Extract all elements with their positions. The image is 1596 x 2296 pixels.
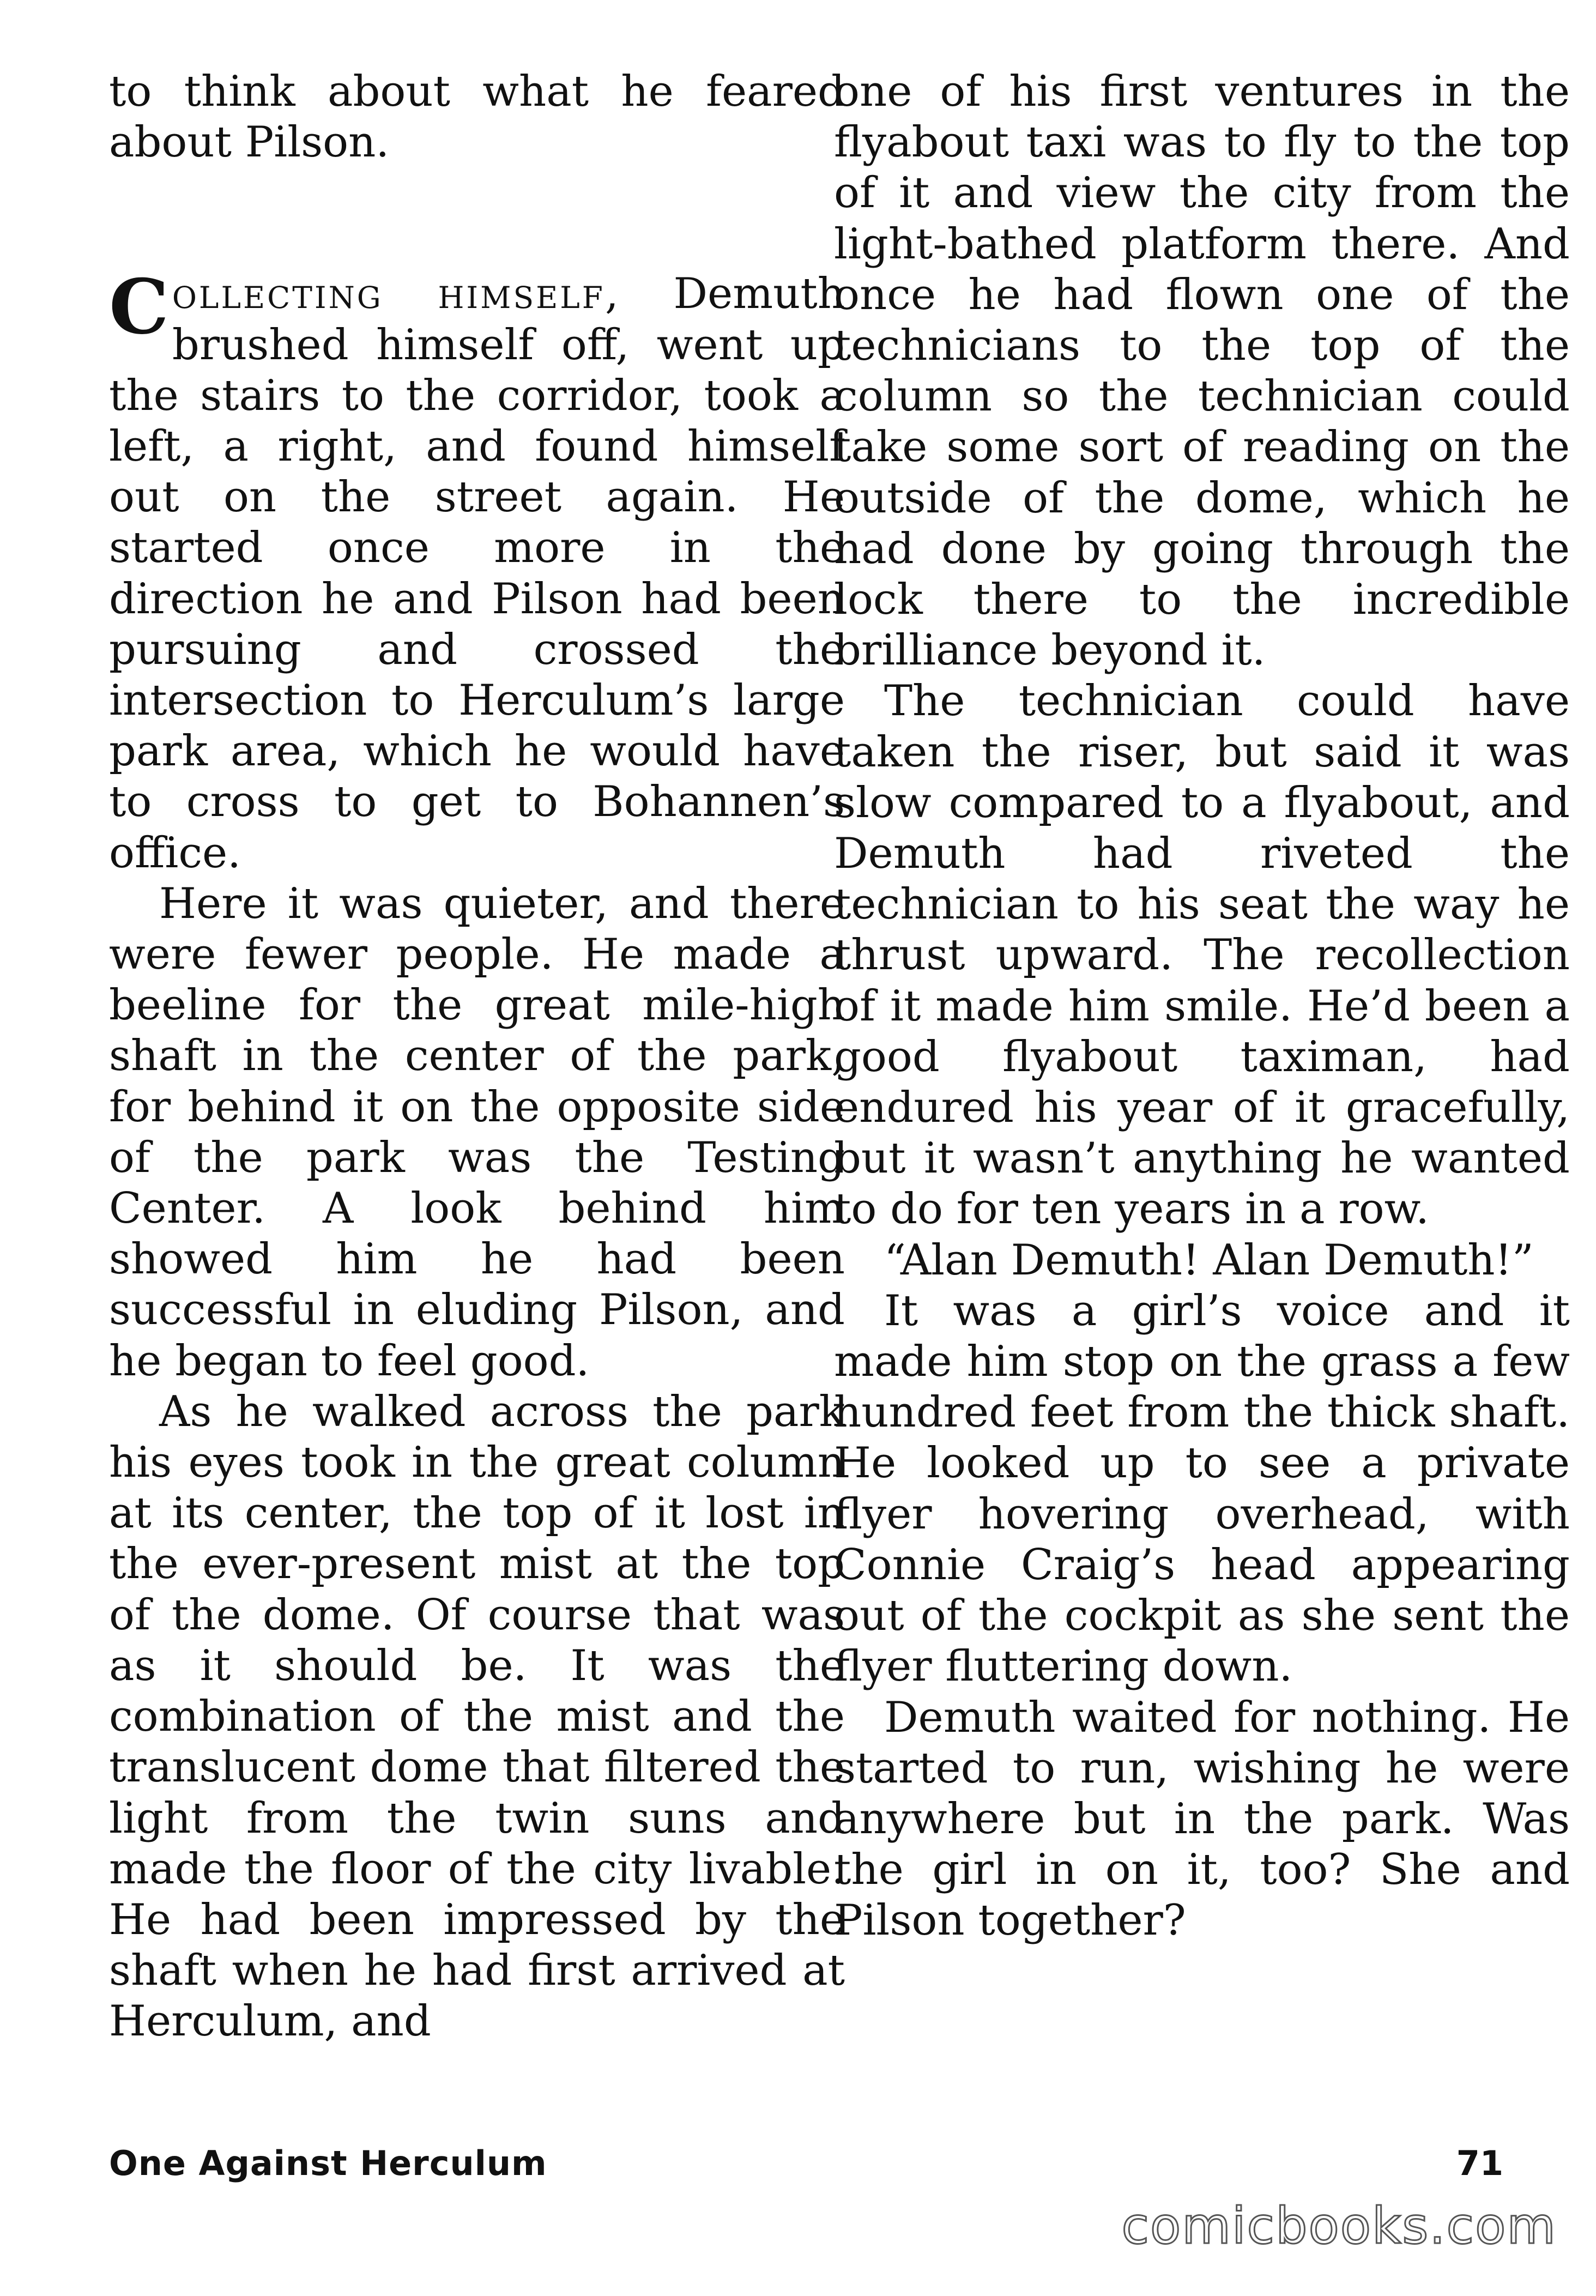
paragraph: As he walked across the park his eyes took in the great column at its center, the top of it lost in the ever-present mist at the top of the dome. Of course that was as it should be. It was the combination of the mist and the translucent dome that filtered the light from the twin suns and made the floor of the city livable. He had been impressed by the shaft when he had first arrived at Herculum, and: [109, 1387, 845, 2046]
paragraph: It was a girl’s voice and it made him stop on the grass a few hundred feet from the thick shaft. He looked up to see a private flyer hovering overhead, with Connie Craig’s head appearing out of the cockpit as she sent the flyer fluttering down.: [834, 1286, 1570, 1691]
paragraph: to think about what he feared about Pilson.: [109, 67, 845, 167]
lead-in-small-caps: ollecting himself,: [172, 269, 621, 319]
left-text-column: [109, 67, 845, 2047]
paragraph: Demuth waited for nothing. He started to run, wishing he were anywhere but in the park. Was the girl in on it, too? She and Pilson together?: [834, 1693, 1570, 1945]
page-number: 71: [1456, 2143, 1503, 2183]
dialogue-paragraph: “Alan Demuth! Alan Demuth!”: [884, 1235, 1534, 1285]
section-lead-paragraph: [109, 262, 845, 878]
right-text-column: [834, 67, 1570, 1947]
paragraph: The technician could have taken the riser, but said it was slow compared to a flyabout, and Demuth had riveted the technician to his seat the way he thrust upward. The recollection of it made him smile. He’d been a good flyabout taximan, had endured his year of it gracefully, but it wasn’t anything he wanted to do for ten years in a row.: [834, 676, 1570, 1234]
paragraph: one of his first ventures in the flyabout taxi was to fly to the top of it and view the city from the light-bathed platform there. And once he had flown one of the technicians to the top of the column so the technician could take some sort of reading on the outside of the dome, which he had done by going through the lock there to the incredible brilliance beyond it.: [834, 67, 1570, 675]
watermark: comicbooks.com: [1121, 2197, 1557, 2255]
lead-paragraph-text: Demuth brushed himself off, went up the stairs to the corridor, took a left, a right, and found himself out on the street again. He started once more in the direction he and Pilson had been pursuing and crossed the intersection to Herculum’s large park area, which he would have to cross to get to Bohannen’s office.: [109, 269, 845, 878]
drop-cap: C: [109, 262, 169, 352]
running-footer-title: One Against Herculum: [109, 2143, 547, 2183]
section-break: [109, 168, 845, 269]
paragraph: Here it was quieter, and there were fewer people. He made a beeline for the great mile-high shaft in the center of the park, for behind it on the opposite side of the park was the Testing Center. A look behind him showed him he had been successful in eluding Pilson, and he began to feel good.: [109, 879, 845, 1386]
